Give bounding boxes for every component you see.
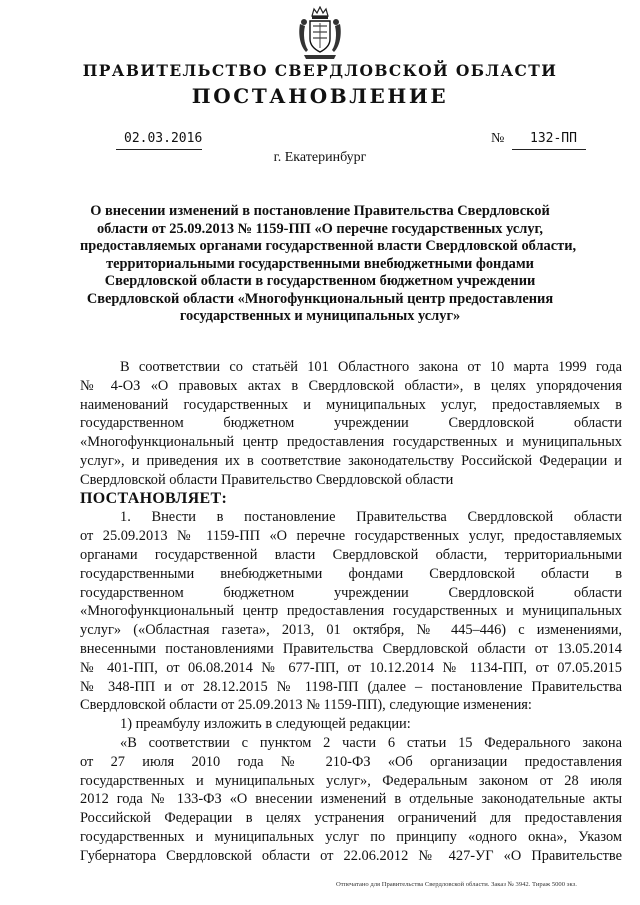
print-footer: Отпечатано для Правительства Свердловской области. Заказ № 3942. Тираж 5000 экз. <box>336 881 577 888</box>
title-line: Свердловской области «Многофункциональный центр предоставления <box>86 290 554 307</box>
item1-line: государственными внебюджетными фондами Свердловской области в <box>80 565 622 582</box>
preamble-line: Свердловской области Правительство Свердловской области <box>80 471 454 488</box>
title-line: государственных и муниципальных услуг» <box>179 308 461 324</box>
quote-line: Российской Федерации в целях устранения ограничений для предоставления <box>80 810 622 827</box>
preamble-line: услуг», и приведения их в соответствие законодательству Российской Федерации и <box>80 452 622 469</box>
quote-line: от 27 июля 2010 года № 210-ФЗ «Об организации предоставления <box>80 753 622 770</box>
title-line: О внесении изменений в постановление Правительства Свердловской <box>90 203 550 219</box>
item1-line: государственном бюджетном учреждении Свердловской области <box>80 584 622 601</box>
item1-line: № 401-ПП, от 06.08.2014 № 677-ПП, от 10.12.2014 № 1134-ПП, от 07.05.2015 <box>80 659 622 676</box>
item1-line: 1. Внести в постановление Правительства Свердловской области <box>120 509 622 526</box>
item1-line: внесенными постановлениями Правительства Свердловской области от 13.05.2014 <box>80 640 622 657</box>
quote-line: Губернатора Свердловской области от 22.06.2012 № 427-УГ «О Правительстве <box>80 847 622 864</box>
coat-of-arms-emblem-icon <box>296 6 344 60</box>
document-body <box>80 358 622 866</box>
resolves-heading: ПОСТАНОВЛЯЕТ: <box>80 489 228 507</box>
number-label: № <box>491 131 505 146</box>
quote-line: 2012 года № 133-ФЗ «О внесении изменений в отдельные законодательные акты <box>80 791 622 808</box>
item1-line: Свердловской области от 25.09.2013 № 1159-ПП), следующие изменения: <box>80 697 532 714</box>
quote-line: «В соответствии с пунктом 2 части 6 статьи 15 Федерального закона <box>120 734 622 751</box>
preamble-line: № 4-ОЗ «О правовых актах в Свердловской области», в целях упорядочения <box>80 377 622 394</box>
document-type: ПОСТАНОВЛЕНИЕ <box>191 84 449 108</box>
document-number: 132-ПП <box>530 131 577 146</box>
document-date: 02.03.2016 <box>124 131 203 146</box>
quote-line: государственных и муниципальных услуг по принципу «одного окна», Указом <box>80 828 622 845</box>
quote-line: государственных и муниципальных услуг», Федеральным законом от 28 июля <box>80 772 622 789</box>
title-line: территориальными государственными внебюджетными фондами <box>106 255 534 272</box>
item1-line: от 25.09.2013 № 1159-ПП «О перечне государственных услуг, предоставляемых <box>80 528 622 545</box>
city: г. Екатеринбург <box>273 150 367 165</box>
government-name: ПРАВИТЕЛЬСТВО СВЕРДЛОВСКОЙ ОБЛАСТИ <box>82 61 558 80</box>
document-title <box>80 203 577 326</box>
item1-line: услуг» («Областная газета», 2013, 01 октября, № 445–446) с изменениями, <box>80 622 622 639</box>
item1-line: органами государственной власти Свердловской области, территориальными <box>80 546 622 563</box>
subitem1: 1) преамбулу изложить в следующей редакции: <box>120 716 411 733</box>
title-line: Свердловской области в государственном бюджетном учреждении <box>104 273 536 289</box>
preamble-line: наименований государственных и муниципальных услуг, предоставляемых в <box>80 396 622 413</box>
title-line: предоставляемых органами государственной власти Свердловской области, <box>80 238 577 254</box>
preamble-line: государственном бюджетном учреждении Свердловской области <box>80 415 622 432</box>
title-line: области от 25.09.2013 № 1159-ПП «О перечне государственных услуг, <box>96 220 544 237</box>
preamble-line: В соответствии со статьёй 101 Областного закона от 10 марта 1999 года <box>120 359 622 375</box>
item1-line: № 348-ПП и от 28.12.2015 № 1198-ПП (далее – постановление Правительства <box>80 678 622 695</box>
item1-line: «Многофункциональный центр предоставления государственных и муниципальных <box>80 603 622 620</box>
preamble-line: «Многофункциональный центр предоставления государственных и муниципальных <box>80 434 622 451</box>
